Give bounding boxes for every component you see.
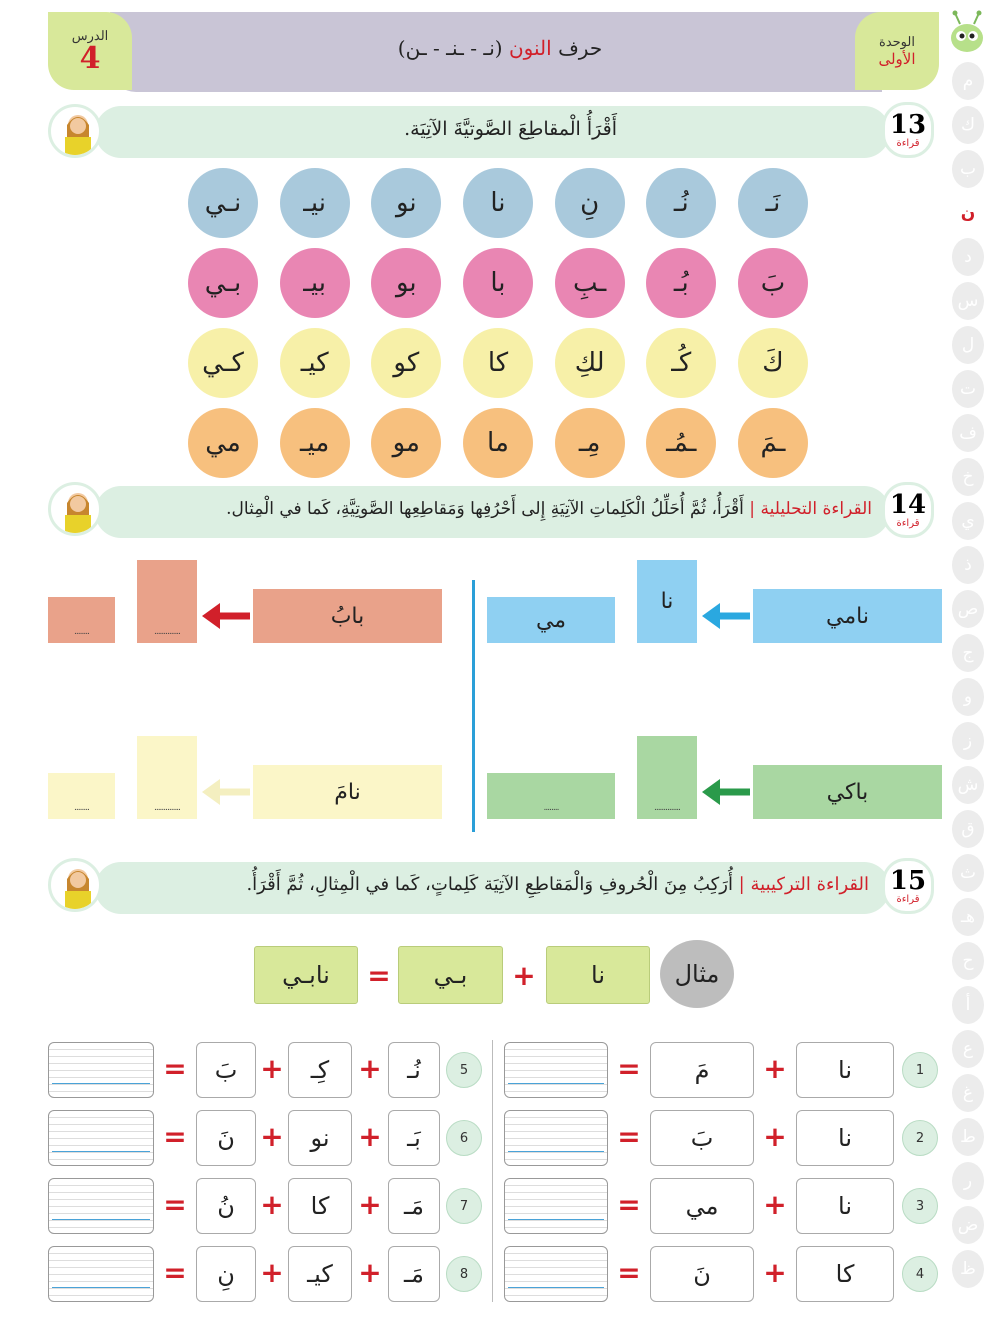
exercise-row — [48, 1108, 484, 1168]
section-15-label: القراءة التركيبية — [750, 874, 869, 895]
side-letter[interactable]: م — [952, 62, 984, 100]
exercise-part: نا — [796, 1178, 894, 1234]
syllable-grid — [188, 168, 808, 478]
exercise-part: بَـ — [388, 1110, 440, 1166]
exercise-row — [504, 1176, 940, 1236]
section-14-text: أَقْرَأُ، ثُمَّ أُحَلِّلُ الْكَلِماتِ الآتِيَةِ إِلى أَحْرُفِها وَمَقاطِعِها الصَّوتِيَّةِ، كَما في الْمِثال. — [226, 499, 744, 519]
analysis-blank[interactable] — [137, 560, 197, 643]
exercise-part: مَـ — [388, 1246, 440, 1302]
lesson-tab — [48, 12, 132, 90]
exercise-part: كِـ — [288, 1042, 352, 1098]
example-part-b: بـي — [398, 946, 503, 1004]
exercise-part: كا — [796, 1246, 894, 1302]
writing-lines[interactable] — [48, 1246, 154, 1302]
analysis-word: نامي — [753, 589, 942, 643]
side-letter-nav — [952, 62, 986, 1294]
analysis-word: بابُ — [253, 589, 442, 643]
lesson-number: 4 — [79, 40, 101, 76]
section-tag: قراءة — [896, 137, 920, 149]
side-letter[interactable]: س — [952, 282, 984, 320]
example-badge: مثال — [660, 940, 734, 1008]
exercise-part: مَـ — [388, 1178, 440, 1234]
syllable-circle: كَ — [738, 328, 808, 398]
exercise-part: نا — [796, 1110, 894, 1166]
plus-sign: + — [763, 1187, 787, 1221]
exercises-left — [48, 1040, 484, 1308]
reading-girl-icon — [48, 482, 102, 536]
syllable-circle: بُـ — [646, 248, 716, 318]
exercise-part: كا — [288, 1178, 352, 1234]
syllable-circle: بـي — [188, 248, 258, 318]
side-letter[interactable]: ط — [952, 1118, 984, 1156]
title-forms: (نـ - ـنـ - ـن) — [397, 36, 503, 60]
syllable-circle: كـي — [188, 328, 258, 398]
blank-dots: ........ — [74, 627, 89, 637]
reading-girl-icon — [48, 858, 102, 912]
plus-sign: + — [512, 958, 536, 992]
writing-lines[interactable] — [48, 1178, 154, 1234]
syllable-circle: بَ — [738, 248, 808, 318]
writing-lines[interactable] — [48, 1042, 154, 1098]
side-letter[interactable]: ل — [952, 326, 984, 364]
equals-sign: = — [617, 1051, 641, 1085]
exercise-part: نو — [288, 1110, 352, 1166]
side-letter[interactable]: ض — [952, 1206, 984, 1244]
exercise-part: نُـ — [388, 1042, 440, 1098]
title-letter: النون — [508, 36, 552, 60]
side-letter[interactable]: ح — [952, 942, 984, 980]
equals-sign: = — [617, 1255, 641, 1289]
syllable-circle: مي — [188, 408, 258, 478]
analysis-blank[interactable] — [48, 597, 115, 643]
syllable-circle: ما — [463, 408, 533, 478]
writing-lines[interactable] — [48, 1110, 154, 1166]
analysis-blank[interactable] — [48, 773, 115, 819]
blank-dots: .............. — [153, 627, 181, 637]
side-letter[interactable]: ف — [952, 414, 984, 452]
title-prefix: حرف — [558, 36, 603, 60]
plus-sign: + — [260, 1255, 284, 1289]
exercise-part: نُ — [196, 1178, 256, 1234]
exercise-part: نِ — [196, 1246, 256, 1302]
side-letter[interactable]: ت — [952, 370, 984, 408]
syllable-circle: ميـ — [280, 408, 350, 478]
plus-sign: + — [358, 1051, 382, 1085]
exercises-right — [504, 1040, 940, 1308]
syllable-circle: نو — [371, 168, 441, 238]
syllable-circle: نـي — [188, 168, 258, 238]
exercise-number: 8 — [446, 1256, 482, 1292]
syllable-circle: كو — [371, 328, 441, 398]
arrow-left-icon — [700, 775, 750, 809]
section-14-badge — [882, 482, 934, 538]
plus-sign: + — [358, 1187, 382, 1221]
exercise-number: 5 — [446, 1052, 482, 1088]
side-letter[interactable]: ع — [952, 1030, 984, 1068]
side-letter[interactable]: ي — [952, 502, 984, 540]
side-letter[interactable]: د — [952, 238, 984, 276]
plus-sign: + — [358, 1119, 382, 1153]
section-15-text: أُرَكِبُ مِنَ الْحُروفِ وَالْمَقاطِعِ الآتِيَة كَلِماتٍ، كَما في الْمِثالِ، ثُمَّ أَقْرَأُ. — [246, 874, 733, 895]
exercise-part: نا — [796, 1042, 894, 1098]
exercise-number: 4 — [902, 1256, 938, 1292]
arrow-left-icon — [200, 775, 250, 809]
plus-sign: + — [358, 1255, 382, 1289]
exercise-row — [48, 1244, 484, 1304]
side-letter[interactable]: خ — [952, 458, 984, 496]
analysis-part: مي — [487, 597, 615, 643]
plus-sign: + — [260, 1187, 284, 1221]
side-letter[interactable]: ق — [952, 810, 984, 848]
section-number: 13 — [889, 109, 927, 140]
plus-sign: + — [763, 1255, 787, 1289]
syllable-circle: نِ — [555, 168, 625, 238]
syllable-circle: با — [463, 248, 533, 318]
writing-lines[interactable] — [504, 1178, 608, 1234]
equals-sign: = — [163, 1255, 187, 1289]
page-title — [200, 36, 800, 60]
plus-sign: + — [763, 1051, 787, 1085]
unit-tab — [855, 12, 939, 90]
side-letter[interactable]: ذ — [952, 546, 984, 584]
exercise-row — [504, 1108, 940, 1168]
side-letter[interactable]: ز — [952, 722, 984, 760]
exercise-row — [504, 1244, 940, 1304]
blank-dots: ........ — [543, 803, 559, 813]
exercise-part: بَ — [650, 1110, 754, 1166]
exercise-row — [504, 1040, 940, 1100]
blank-dots: .............. — [153, 803, 181, 813]
equals-sign: = — [163, 1051, 187, 1085]
syllable-circle: مِـ — [555, 408, 625, 478]
arrow-left-icon — [700, 599, 750, 633]
syllable-circle: نُـ — [646, 168, 716, 238]
blank-dots: ........ — [74, 803, 89, 813]
exercise-part: نَ — [650, 1246, 754, 1302]
syllable-circle: نَـ — [738, 168, 808, 238]
section-13-instruction: أَقْرَأُ الْمقاطِعَ الصَّوتيَّةَ الآتِيَة. — [404, 118, 617, 140]
equals-sign: = — [163, 1119, 187, 1153]
syllable-circle: كُـ — [646, 328, 716, 398]
equals-sign: = — [617, 1187, 641, 1221]
side-letter[interactable]: ك — [952, 106, 984, 144]
writing-lines[interactable] — [504, 1042, 608, 1098]
example-result: نابـي — [254, 946, 358, 1004]
side-letter[interactable]: ث — [952, 854, 984, 892]
section-14-instruction: القراءة التحليلية | أَقْرَأُ، ثُمَّ أُحَلِّلُ الْكَلِماتِ الآتِيَةِ إِلى أَحْرُفِها وَمَقاطِعِها الصَّوتِيَّةِ، كَما في الْمِثال. — [226, 499, 872, 519]
syllable-circle: لكِ — [555, 328, 625, 398]
writing-lines[interactable] — [504, 1246, 608, 1302]
side-letter[interactable]: هـ — [952, 898, 984, 936]
blank-dots: .............. — [653, 803, 681, 813]
exercise-part: مي — [650, 1178, 754, 1234]
analysis-blank[interactable] — [137, 736, 197, 819]
exercise-part: نَ — [196, 1110, 256, 1166]
analysis-blank[interactable] — [637, 736, 697, 819]
exercise-row — [48, 1040, 484, 1100]
section-number: 15 — [889, 865, 927, 896]
syllable-circle: مو — [371, 408, 441, 478]
analysis-part: نا — [637, 560, 697, 643]
exercise-divider — [492, 1040, 493, 1302]
plus-sign: + — [260, 1051, 284, 1085]
mascot-icon — [948, 10, 986, 54]
equals-sign: = — [367, 958, 391, 992]
exercise-number: 1 — [902, 1052, 938, 1088]
side-letter[interactable]: ش — [952, 766, 984, 804]
side-letter[interactable]: و — [952, 678, 984, 716]
section-15-badge — [882, 858, 934, 914]
section-tag: قراءة — [896, 893, 920, 905]
exercise-number: 7 — [446, 1188, 482, 1224]
syllable-circle: ـمَ — [738, 408, 808, 478]
example-part-a: نا — [546, 946, 650, 1004]
section-tag: قراءة — [896, 517, 920, 529]
syllable-circle: بو — [371, 248, 441, 318]
section-14-label: القراءة التحليلية — [760, 499, 872, 519]
syllable-circle: بيـ — [280, 248, 350, 318]
arrow-left-icon — [200, 599, 250, 633]
exercise-number: 6 — [446, 1120, 482, 1156]
exercise-part: مَ — [650, 1042, 754, 1098]
syllable-circle: كا — [463, 328, 533, 398]
syllable-circle: نيـ — [280, 168, 350, 238]
reading-girl-icon — [48, 104, 102, 158]
syllable-circle: ـمُـ — [646, 408, 716, 478]
equals-sign: = — [163, 1187, 187, 1221]
syllable-circle: ـبِ — [555, 248, 625, 318]
analysis-blank[interactable] — [487, 773, 615, 819]
syllable-circle: نا — [463, 168, 533, 238]
equals-sign: = — [617, 1119, 641, 1153]
section-number: 14 — [889, 489, 927, 520]
plus-sign: + — [260, 1119, 284, 1153]
exercise-part: كيـ — [288, 1246, 352, 1302]
exercise-row — [48, 1176, 484, 1236]
syllable-circle: كيـ — [280, 328, 350, 398]
analysis-divider — [472, 580, 475, 832]
side-letter[interactable]: غ — [952, 1074, 984, 1112]
exercise-part: بَ — [196, 1042, 256, 1098]
analysis-word: باكي — [753, 765, 942, 819]
side-letter[interactable]: ب — [952, 150, 984, 188]
side-letter-active[interactable]: ن — [952, 194, 984, 232]
writing-lines[interactable] — [504, 1110, 608, 1166]
analysis-word: نامَ — [253, 765, 442, 819]
exercise-number: 3 — [902, 1188, 938, 1224]
side-letter[interactable]: ظ — [952, 1250, 984, 1288]
plus-sign: + — [763, 1119, 787, 1153]
section-13-badge — [882, 102, 934, 158]
side-letter[interactable]: ج — [952, 634, 984, 672]
lesson-label: الدرس — [71, 28, 109, 44]
section-15-instruction: القراءة التركيبية | أُرَكِبُ مِنَ الْحُروفِ وَالْمَقاطِعِ الآتِيَة كَلِماتٍ، كَما في الْمِثالِ، ثُمَّ أَقْرَأُ. — [246, 874, 869, 895]
side-letter[interactable]: ص — [952, 590, 984, 628]
side-letter[interactable]: أ — [952, 986, 984, 1024]
side-letter[interactable]: ر — [952, 1162, 984, 1200]
exercise-number: 2 — [902, 1120, 938, 1156]
unit-value: الأولى — [878, 49, 916, 68]
unit-label: الوحدة — [879, 34, 915, 50]
